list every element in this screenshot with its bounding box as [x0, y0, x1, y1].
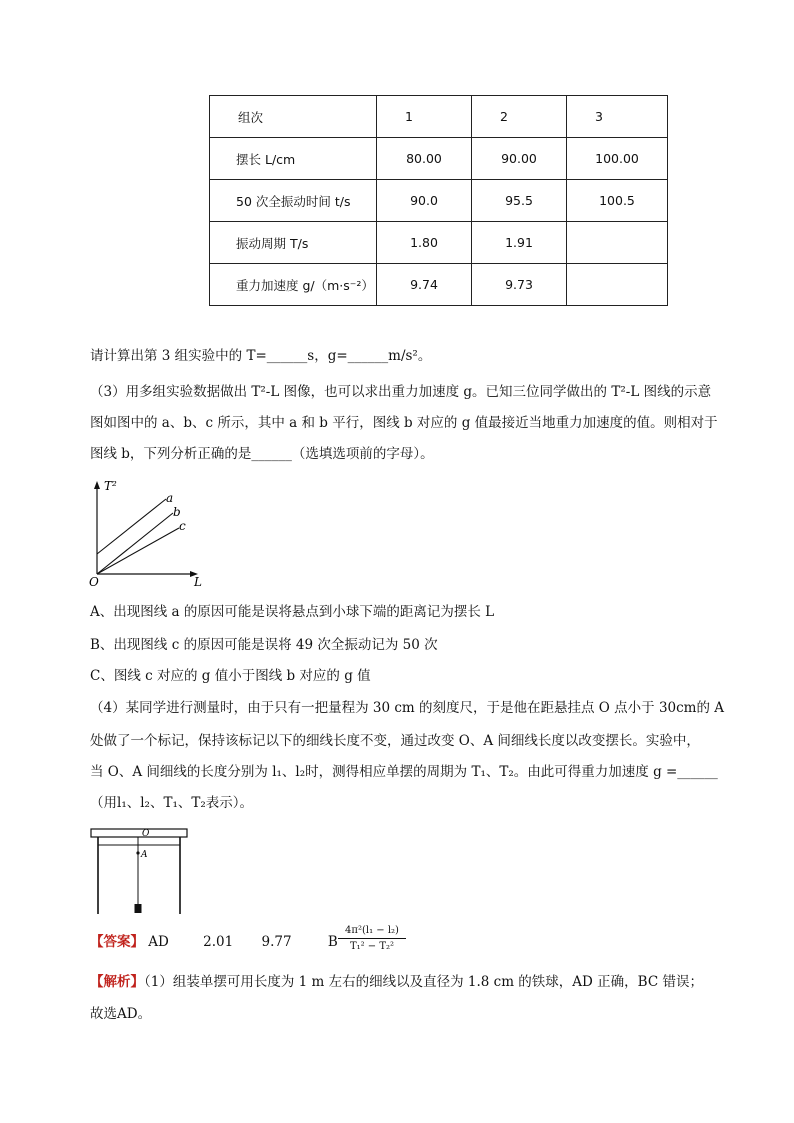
table-row: [210, 264, 668, 306]
origin-label: O: [89, 575, 99, 589]
option-b: B、出现图线 c 的原因可能是误将 49 次全振动记为 50 次: [90, 637, 438, 653]
header-cell: 1: [377, 96, 472, 138]
question-calc: 请计算出第 3 组实验中的 T=______s，g=______m/s²。: [90, 348, 432, 364]
y-axis-label: T²: [104, 479, 117, 493]
table-row: [210, 138, 668, 180]
header-cell: 2: [472, 96, 567, 138]
row-label: 振动周期 T/s: [210, 222, 377, 264]
table-cell: 9.74: [377, 264, 472, 306]
question-4-line-1: （4）某同学进行测量时，由于只有一把量程为 30 cm 的刻度尺，于是他在距悬挂点 O 点小于 30cm的 A: [90, 700, 725, 716]
mark-point-a: [136, 851, 139, 854]
question-3-line-1: （3）用多组实验数据做出 T²-L 图像，也可以求出重力加速度 g。已知三位同学做出的 T²-L 图线的示意: [90, 384, 712, 400]
table-cell: 100.00: [567, 138, 668, 180]
y-axis: [94, 481, 100, 574]
question-4-line-4: （用l₁、l₂、T₁、T₂表示）。: [90, 795, 254, 811]
row-label: 50 次全振动时间 t/s: [210, 180, 377, 222]
table-cell: 100.5: [567, 180, 668, 222]
answer-formula: [338, 924, 406, 953]
table-cell: [567, 264, 668, 306]
answer-tag: 【答案】: [90, 934, 144, 950]
analysis-line-1: [90, 972, 703, 992]
table-cell: 90.00: [472, 138, 567, 180]
table-cell: 90.0: [377, 180, 472, 222]
table-cell: 80.00: [377, 138, 472, 180]
answer-item: B: [327, 934, 338, 950]
line-c-label: c: [179, 519, 186, 533]
line-a-label: a: [166, 491, 174, 505]
option-c: C、图线 c 对应的 g 值小于图线 b 对应的 g 值: [90, 668, 371, 684]
formula-numerator: 4π²(l₁ − l₂): [338, 924, 406, 939]
table-cell: 9.73: [472, 264, 567, 306]
analysis-text: （1）组装单摆可用长度为 1 m 左右的细线以及直径为 1.8 cm 的铁球，AD 正确，BC 错误；: [144, 974, 703, 990]
pendulum-bob: [135, 904, 142, 913]
header-cell: 3: [567, 96, 668, 138]
table-row: [210, 222, 668, 264]
question-3-line-2: 图如图中的 a、b、c 所示，其中 a 和 b 平行，图线 b 对应的 g 值最接近当地重力加速度的值。则相对于: [90, 415, 718, 431]
label-a: A: [141, 850, 148, 860]
pendulum-figure: [90, 826, 190, 918]
table-row: [210, 180, 668, 222]
answer-item: AD: [148, 934, 169, 950]
table-cell: 95.5: [472, 180, 567, 222]
x-axis: [97, 571, 198, 577]
table-top: [91, 829, 187, 837]
option-a: A、出现图线 a 的原因可能是误将悬点到小球下端的距离记为摆长 L: [90, 604, 495, 620]
table-cell: 1.80: [377, 222, 472, 264]
question-3-line-3: 图线 b，下列分析正确的是______（选填选项前的字母）。: [90, 446, 434, 462]
header-cell: 组次: [210, 96, 377, 138]
analysis-tag: 【解析】: [90, 974, 144, 990]
table-cell: 1.91: [472, 222, 567, 264]
answer-item: 9.77: [261, 934, 292, 950]
table-cell: [567, 222, 668, 264]
question-4-line-2: 处做了一个标记，保持该标记以下的细线长度不变，通过改变 O、A 间细线长度以改变摆长。实验中，: [90, 733, 700, 749]
data-table: [209, 95, 668, 306]
row-label: 重力加速度 g/（m·s⁻²）: [210, 264, 377, 306]
graph-line-c: [97, 528, 179, 574]
question-4-line-3: 当 O、A 间细线的长度分别为 l₁、l₂时，测得相应单摆的周期为 T₁、T₂。由此可得重力加速度 g =______: [90, 764, 718, 780]
t2-l-graph: [88, 478, 208, 590]
analysis-line-2: 故选AD。: [90, 1006, 152, 1022]
line-b-label: b: [173, 505, 181, 519]
table-header-row: [210, 96, 668, 138]
answer-item: 2.01: [203, 934, 234, 950]
x-axis-label: L: [194, 575, 202, 589]
formula-denominator: T₁² − T₂²: [349, 941, 395, 952]
graph-line-b: [97, 513, 173, 574]
answer-line: [90, 930, 338, 954]
label-o: O: [142, 829, 150, 839]
row-label: 摆长 L/cm: [210, 138, 377, 180]
